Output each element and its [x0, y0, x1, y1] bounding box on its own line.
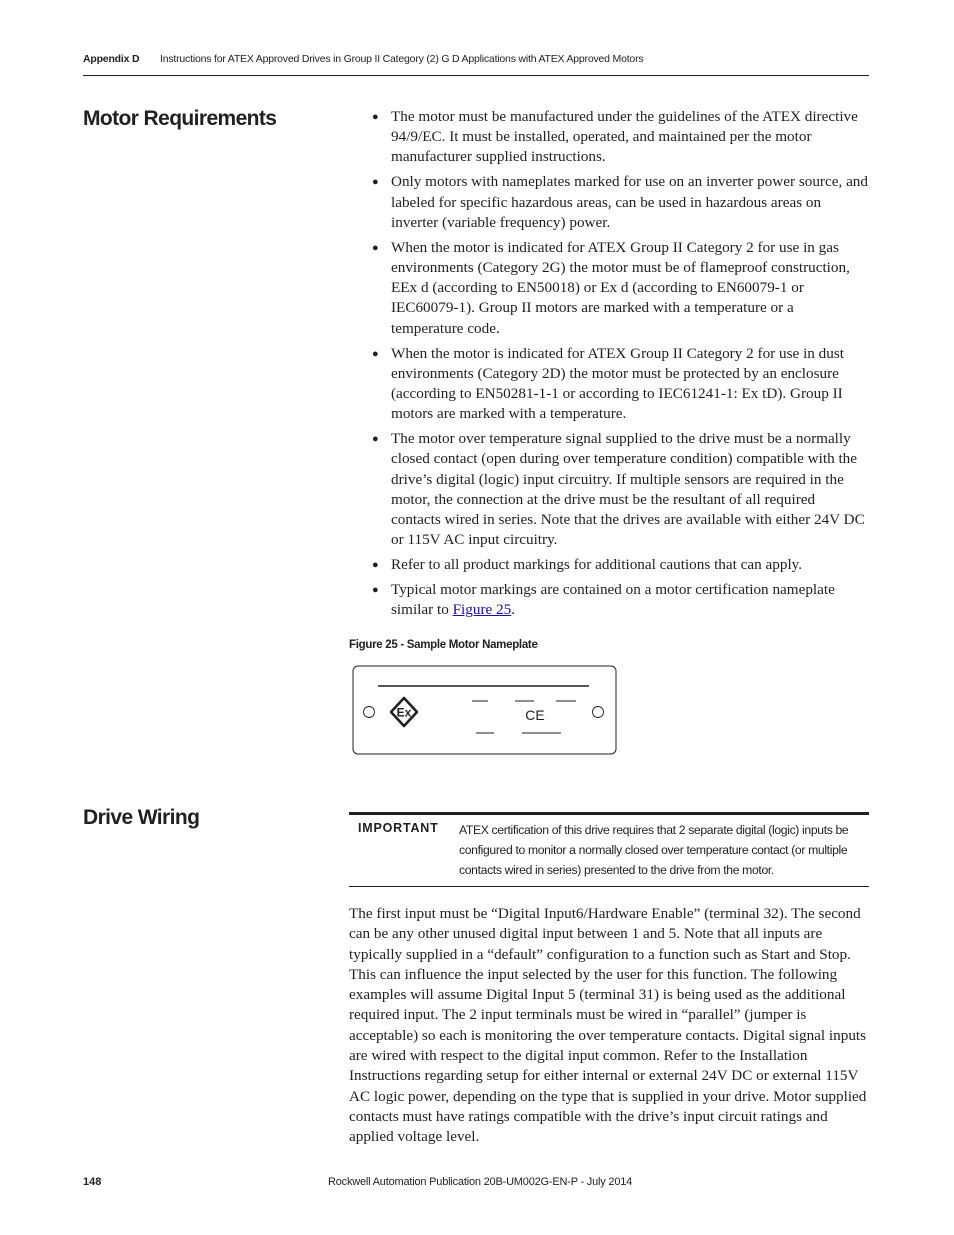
important-text: ATEX certification of this drive requires that 2 separate digital (logic) inputs be configured to monitor a normally closed over temperature contact (or multiple contacts wired in series) presented to the drive from the motor. — [459, 823, 849, 877]
list-item — [372, 555, 868, 575]
list-item — [372, 429, 868, 550]
bullet-icon: ● — [372, 111, 379, 123]
important-box-bottom-rule — [349, 886, 869, 887]
bullet-icon: ● — [372, 241, 379, 254]
header-rule — [83, 75, 869, 76]
important-label: IMPORTANT — [358, 821, 439, 835]
ce-mark-icon: CE — [525, 707, 545, 723]
list-item — [372, 107, 868, 168]
list-item-text: Refer to all product markings for additional cautions that can apply. — [391, 556, 803, 574]
ex-symbol-text: Ex — [396, 705, 412, 720]
list-item-text: The motor over temperature signal supplied to the drive must be a normally closed contact (open during over temperature condition) compatible with the drive’s digital (logic) input circuitry. If multiple sensors are required in the motor, the connection at the drive must be the resultant of all required contacts wired in series. Note that the drives are available with either 24V DC or 115V AC input circuitry. — [391, 430, 865, 549]
page-number: 148 — [83, 1176, 102, 1188]
list-item-text: Only motors with nameplates marked for use on an inverter power source, and labeled for specific hazardous areas, can be used in hazardous areas on inverter (variable frequency) power. — [391, 173, 868, 231]
list-item-text: When the motor is indicated for ATEX Group II Category 2 for use in gas environments (Category 2G) the motor must be of flameproof construction, EEx d (according to EN50018) or Ex d (according to EN60079-1 or IEC60079-1). Group II motors are marked with a temperature or a temperature code. — [391, 238, 850, 337]
list-item-text: When the motor is indicated for ATEX Group II Category 2 for use in dust environments (Category 2D) the motor must be protected by an enclosure (according to EN50281-1-1 or according to IEC61241-1: Ex tD). Group II motors are marked with a temperature. — [391, 344, 844, 423]
list-item — [372, 238, 868, 339]
list-item-text-prefix: Typical motor markings are contained on a motor certification nameplate similar to — [391, 581, 835, 619]
section-heading-motor-requirements: Motor Requirements — [83, 107, 277, 130]
bullet-icon: ● — [372, 176, 379, 189]
publication-info: Rockwell Automation Publication 20B-UM002G-EN-P - July 2014 — [328, 1176, 633, 1188]
list-item — [372, 172, 868, 233]
bullet-icon: ● — [372, 433, 379, 446]
list-item-text-suffix: . — [511, 601, 516, 619]
appendix-label: Appendix D — [83, 53, 140, 65]
bullet-icon: ● — [372, 559, 379, 572]
section-heading-drive-wiring: Drive Wiring — [83, 806, 200, 829]
drive-wiring-paragraph: The first input must be “Digital Input6/Hardware Enable” (terminal 32). The second can be any other unused digital input between 1 and 5. Note that all inputs are typically supplied in a “default” configuration to a function such as Start and Stop. This can influence the input selected by the user for this function. The following examples will assume Digital Input 5 (terminal 31) is being used as the additional required input. The 2 input terminals must be wired in “parallel” (jumper is acceptable) so each is monitoring the over temperature contacts. Digital signal inputs are wired with respect to the digital input common. Refer to the Installation Instructions regarding setup for either internal or external 24V DC or external 115V AC logic power, depending on the type that is supplied in your drive. Motor supplied contacts must have ratings compatible with the drive’s input circuit ratings and applied voltage level. — [349, 905, 867, 1146]
figure-25-link[interactable]: Figure 25 — [452, 601, 512, 619]
sample-motor-nameplate — [352, 665, 618, 761]
important-box-top-rule — [349, 812, 869, 815]
figure-caption: Figure 25 - Sample Motor Nameplate — [349, 639, 538, 651]
list-item — [372, 344, 868, 425]
bullet-icon: ● — [372, 584, 379, 597]
list-item — [372, 580, 868, 620]
motor-requirements-list — [372, 107, 868, 625]
header-title: Instructions for ATEX Approved Drives in Group II Category (2) G D Applications with ATEX Approved Motors — [160, 53, 644, 65]
list-item-text: The motor must be manufactured under the guidelines of the ATEX directive 94/9/EC. It must be installed, operated, and maintained per the motor manufacturer supplied instructions. — [391, 108, 858, 166]
bullet-icon: ● — [372, 347, 379, 360]
